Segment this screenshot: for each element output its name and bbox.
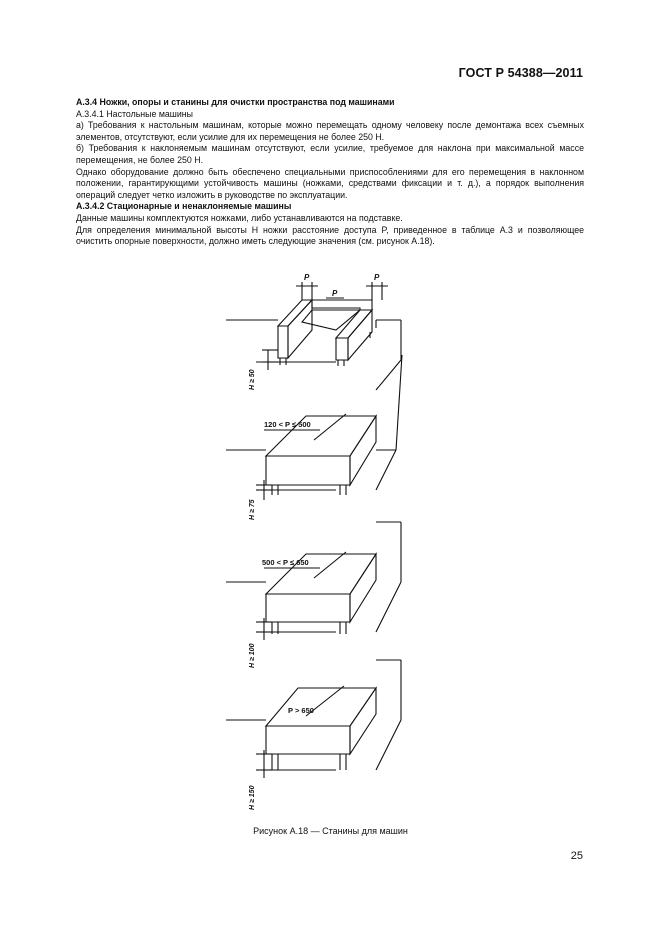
fig3-p-label: 500 < P ≤ 650 [262, 558, 309, 567]
body-text [76, 97, 584, 248]
diagram-3 [226, 522, 401, 640]
fig3-h-label: H ≥ 100 [249, 643, 256, 668]
fig2-p-label: 120 < P ≤ 500 [264, 420, 311, 429]
paragraph-e: Для определения минимальной высоты H ножки расстояние доступа P, приведенное в таблице А.3 и позволяющее очистить опорные поверхности, должно иметь следующие значения (см. рисунок А.18). [76, 224, 584, 247]
fig1-h-label: H ≥ 50 [249, 369, 256, 390]
figure-caption: Рисунок А.18 — Станины для машин [253, 826, 408, 836]
diagram-4 [226, 660, 401, 778]
right-block [336, 338, 348, 360]
fig1-p-left: P [304, 273, 310, 282]
fig1-p-mid: P [332, 289, 338, 298]
fig1-p-right: P [374, 273, 380, 282]
subsection-title-2: А.3.4.2 Стационарные и ненаклоняемые машины [76, 201, 292, 212]
document-id: ГОСТ Р 54388—2011 [458, 66, 583, 80]
machine-box [266, 456, 350, 485]
fig4-p-label: P > 650 [288, 706, 314, 715]
page-number: 25 [570, 850, 583, 862]
paragraph-b: б) Требования к наклоняемым машинам отсутствуют, если усилие, требуемое для наклона при максимальной массе перемещения, не более 250 Н. [76, 143, 584, 165]
fig4-h-label: H ≥ 150 [249, 785, 256, 810]
section-title: А.3.4 Ножки, опоры и станины для очистки пространства под машинами [76, 97, 395, 107]
paragraph-d: Данные машины комплектуются ножками, либо устанавливаются на подставке. [76, 212, 403, 223]
subsection-title-1: А.3.4.1 Настольные машины [76, 108, 193, 119]
fig2-h-label: H ≥ 75 [249, 499, 256, 520]
paragraph-c: Однако оборудование должно быть обеспечено специальными приспособлениями для его перемещения в наклонном положении, гарантирующими устойчивость машины (ножками, средствами фиксации и т. д.), а порядок выполнения операций следует четко изложить в руководстве по эксплуатации. [76, 166, 584, 200]
left-block [278, 326, 288, 358]
figure-a18 [226, 270, 426, 820]
paragraph-a: а) Требования к настольным машинам, которые можно перемещать одному человеку после демонтажа всех съемных элементов, отсутствуют, если усилие для их перемещения не более 250 Н. [76, 120, 584, 142]
machine-box [266, 726, 350, 754]
machine-box [266, 594, 350, 622]
